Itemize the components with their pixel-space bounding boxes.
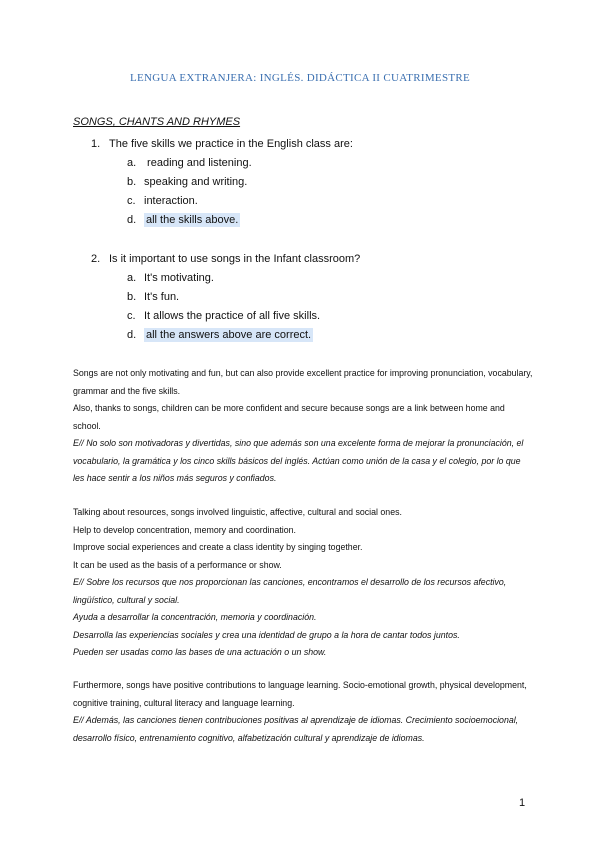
- option-letter: c.: [127, 195, 136, 207]
- highlighted-answer: all the skills above.: [146, 214, 239, 226]
- option-text: It's fun.: [144, 291, 180, 303]
- paragraph-line: It can be used as the basis of a performance or show.: [73, 559, 282, 570]
- page-number: 1: [519, 797, 526, 809]
- paragraph-line: Also, thanks to songs, children can be more confident and secure because songs are a link between home and school.: [73, 403, 505, 431]
- option-letter: d.: [127, 214, 137, 226]
- paragraph-line: Songs are not only motivating and fun, but can also provide excellent practice for improving pronunciation, vocabulary, grammar and the five skills.: [73, 368, 533, 396]
- question-2: [91, 253, 360, 265]
- option-letter: c.: [127, 310, 136, 322]
- highlighted-answer: all the answers above are correct.: [146, 329, 312, 341]
- paragraph-contributions: [73, 677, 533, 747]
- option-letter: b.: [127, 176, 137, 188]
- paragraph-line-spanish: Desarrolla las experiencias sociales y crea una identidad de grupo a la hora de cantar todos juntos.: [73, 629, 460, 640]
- option-1a: [127, 157, 252, 169]
- paragraph-line-spanish: E// Sobre los recursos que nos proporcionan las canciones, encontramos el desarrollo de los recursos afectivo, lingüístico, cultural y social.: [73, 577, 507, 605]
- option-1c: [127, 195, 198, 207]
- question-text: The five skills we practice in the English class are:: [109, 138, 353, 150]
- option-letter: b.: [127, 291, 137, 303]
- option-letter: a.: [127, 157, 137, 169]
- option-2d-correct: [127, 329, 313, 341]
- option-2b: [127, 291, 179, 303]
- paragraph-line-spanish: Ayuda a desarrollar la concentración, memoria y coordinación.: [73, 612, 317, 622]
- paragraph-songs-benefits: [73, 365, 533, 488]
- paragraph-line: Improve social experiences and create a class identity by singing together.: [73, 542, 363, 552]
- option-2c: [127, 310, 320, 322]
- question-1: [91, 138, 353, 150]
- question-number: 2.: [91, 253, 101, 265]
- option-text: reading and listening.: [144, 157, 252, 169]
- option-1b: [127, 176, 247, 188]
- paragraph-line-spanish: E// No solo son motivadoras y divertidas, sino que además son una excelente forma de mejorar la pronunciación, el vocabulario, la gramática y los cinco skills básicos del inglés. Actúan como unión de la casa y el colegio, por lo que les hace sentir a los niños más seguros y confiados.: [73, 438, 524, 483]
- option-text: It's motivating.: [144, 272, 214, 284]
- paragraph-resources: [73, 504, 533, 662]
- paragraph-line-spanish: Pueden ser usadas como las bases de una actuación o un show.: [73, 647, 327, 657]
- option-letter: a.: [127, 272, 137, 284]
- paragraph-line: Help to develop concentration, memory and coordination.: [73, 524, 296, 535]
- paragraph-line: Furthermore, songs have positive contributions to language learning. Socio-emotional growth, physical development, cognitive training, cultural literacy and language learning.: [73, 680, 527, 708]
- option-letter: d.: [127, 329, 137, 341]
- option-text: interaction.: [144, 195, 198, 207]
- page-header: LENGUA EXTRANJERA: INGLÉS. DIDÁCTICA II CUATRIMESTRE: [129, 72, 471, 84]
- option-text: speaking and writing.: [144, 176, 248, 188]
- question-number: 1.: [91, 138, 101, 150]
- paragraph-line: Talking about resources, songs involved linguistic, affective, cultural and social ones.: [73, 507, 402, 517]
- paragraph-line-spanish: E// Además, las canciones tienen contribuciones positivas al aprendizaje de idiomas. Crecimiento socioemocional, desarrollo físico, entrenamiento cognitivo, alfabetización cultural y aprendizaje de idiomas.: [73, 715, 519, 743]
- option-2a: [127, 272, 214, 284]
- option-text: It allows the practice of all five skills.: [144, 310, 321, 322]
- option-1d-correct: [127, 214, 240, 226]
- section-title: SONGS, CHANTS AND RHYMES: [73, 116, 241, 128]
- question-text: Is it important to use songs in the Infant classroom?: [109, 253, 361, 265]
